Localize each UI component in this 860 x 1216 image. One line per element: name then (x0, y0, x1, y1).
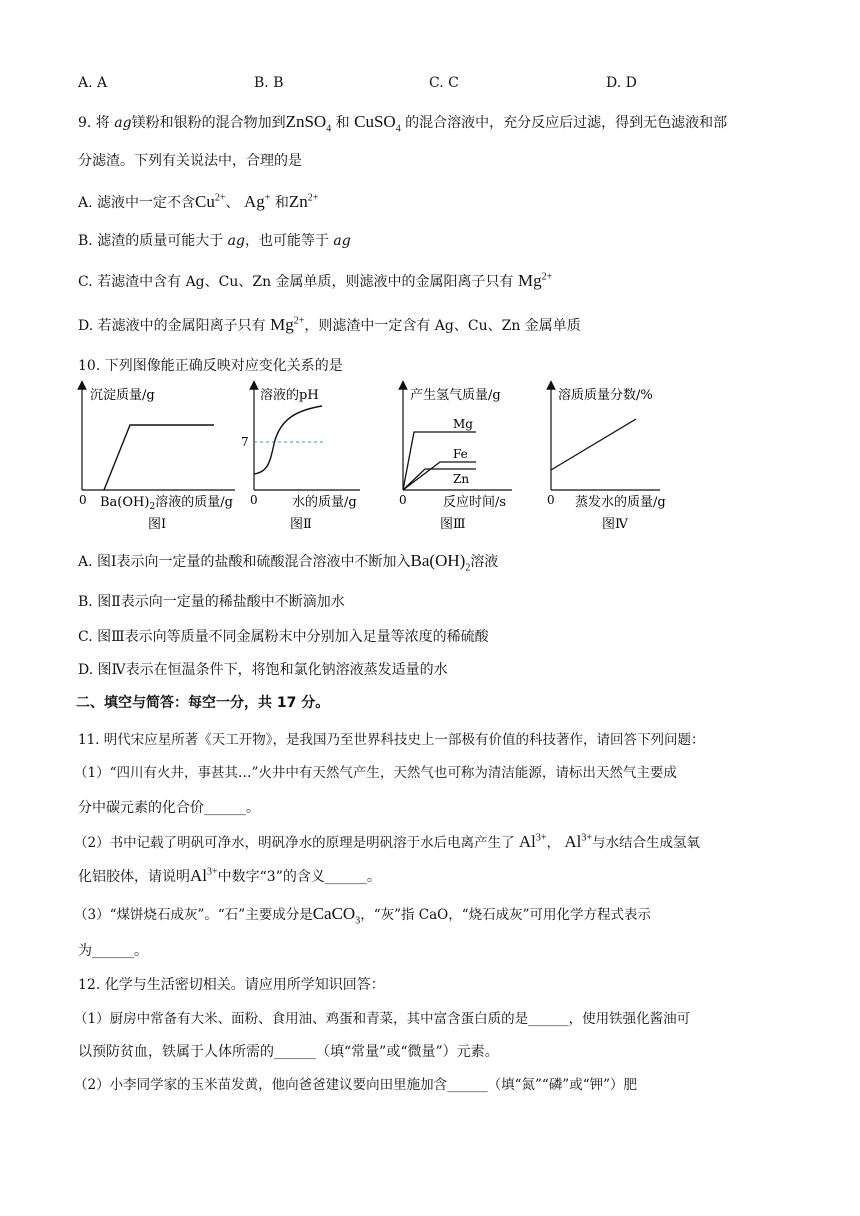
q11-part1-line1: （1）“四川有火井，事甚其…”火井中有天然气产生，天然气也可称为清洁能源，请标出天然气主要成 (74, 765, 677, 781)
q12-part1-line2: 以预防贫血，铁属于人体所需的______（填“常量”或“微量”）元素。 (78, 1044, 499, 1060)
section-2-heading: 二、填空与简答：每空一分，共 17 分。 (76, 695, 330, 711)
graph-4-caption: 图Ⅳ (602, 517, 628, 532)
q9-option-b: B. 滤渣的质量可能大于 ag，也可能等于 ag (78, 233, 351, 249)
graph-2-origin: 0 (250, 493, 258, 507)
q9-stem-line2: 分滤渣。下列有关说法中，合理的是 (78, 153, 302, 169)
graph-3-caption: 图Ⅲ (440, 517, 466, 532)
q8-option-d: D. D (606, 75, 637, 91)
graph-1-xlabel: $Ba(OH)_2$溶液的质量/g (100, 495, 233, 512)
graph-3-ylabel: 产生氢气质量/g (410, 388, 501, 403)
q8-option-b: B. B (254, 75, 284, 91)
graph-3-label-mg: Mg (453, 417, 473, 431)
graph-2 (241, 385, 360, 532)
q8-options (78, 73, 778, 93)
graph-1-ylabel: 沉淀质量/g (90, 388, 155, 403)
graph-4-xlabel: 蒸发水的质量/g (575, 495, 666, 510)
q9-option-c: C. 若滤渣中含有 Ag、Cu、Zn 金属单质，则滤液中的金属阳离子只有 $Mg^{2+}$ (78, 271, 553, 290)
graph-2-ylabel: 溶液的pH (260, 388, 319, 403)
q11-part3-line2: 为______。 (78, 943, 148, 959)
chem-znso4: ZnSO$_4$ (285, 112, 332, 135)
graph-2-ytick: 7 (241, 435, 249, 449)
graph-3-xlabel: 反应时间/s (443, 495, 507, 510)
q10-graphs (0, 380, 860, 540)
q12-part1-line1: （1）厨房中常备有大米、面粉、食用油、鸡蛋和青菜，其中富含蛋白质的是______，使用铁强化酱油可 (74, 1011, 691, 1027)
q12-part2-line1: （2）小李同学家的玉米苗发黄，他向爸爸建议要向田里施加含______（填“氮”“磷”或“钾”）肥 (74, 1077, 637, 1093)
q11-part2-line1: （2）书中记载了明矾可净水，明矾净水的原理是明矾溶于水后电离产生了 $Al^{3+}$， $Al^{3+}$与水结合生成氢氧 (74, 832, 700, 851)
q11-part2-line2: 化铝胶体，请说明$Al^{3+}$中数字“3”的含义______。 (78, 866, 381, 885)
graph-2-xlabel: 水的质量/g (292, 495, 357, 510)
q11-part1-line2: 分中碳元素的化合价______。 (78, 800, 260, 816)
q10-option-c: C. 图Ⅲ表示向等质量不同金属粉末中分别加入足量等浓度的稀硫酸 (78, 629, 489, 645)
graph-4-curve (551, 419, 636, 470)
q10-option-b: B. 图Ⅱ表示向一定量的稀盐酸中不断滴加水 (78, 594, 345, 610)
graph-1-origin: 0 (79, 493, 87, 507)
graph-4 (547, 385, 666, 532)
graph-2-caption: 图Ⅱ (290, 517, 312, 532)
q11-part3-line1: （3）“煤饼烧石成灰”。“石”主要成分是CaCO$_3$，“灰”指 CaO，“烧石成灰”可用化学方程式表示 (74, 904, 652, 927)
graph-3-label-zn: Zn (453, 472, 470, 486)
graph-1-caption: 图Ⅰ (148, 517, 167, 532)
graph-4-ylabel: 溶质质量分数/% (558, 388, 653, 403)
q9-option-a: A. 滤液中一定不含$Cu^{2+}$、 Ag+ 和$Zn^{2+}$ (78, 192, 319, 211)
graph-2-curve (254, 406, 322, 474)
chem-cuso4: CuSO$_4$ (354, 112, 401, 135)
graph-3-origin: 0 (399, 493, 407, 507)
graph-3-label-fe: Fe (453, 447, 468, 461)
q9-stem-line1: 9. 将 ag镁粉和银粉的混合物加到ZnSO$_4$ 和 CuSO$_4$ 的混合溶液中，充分反应后过滤，得到无色滤液和部 (78, 112, 728, 135)
graph-1-curve (104, 425, 214, 490)
q8-option-a: A. A (78, 75, 108, 91)
q10-option-d: D. 图Ⅳ表示在恒温条件下，将饱和氯化钠溶液蒸发适量的水 (78, 662, 448, 678)
q11-stem: 11. 明代宋应星所著《天工开物》，是我国乃至世界科技史上一部极有价值的科技著作，请回答下列问题： (78, 732, 705, 748)
graph-4-origin: 0 (547, 493, 555, 507)
graph-1 (79, 385, 235, 532)
q9-option-d: D. 若滤液中的金属阳离子只有 $Mg^{2+}$，则滤渣中一定含有 Ag、Cu、Zn 金属单质 (78, 315, 581, 334)
graph-3 (399, 385, 512, 532)
q12-stem: 12. 化学与生活密切相关。请应用所学知识回答： (78, 977, 385, 993)
q10-option-a: A. 图Ⅰ表示向一定量的盐酸和硫酸混合溶液中不断加入$Ba(OH)_2$溶液 (78, 551, 499, 574)
q10-stem: 10. 下列图像能正确反映对应变化关系的是 (78, 358, 343, 374)
q8-option-c: C. C (429, 75, 459, 91)
